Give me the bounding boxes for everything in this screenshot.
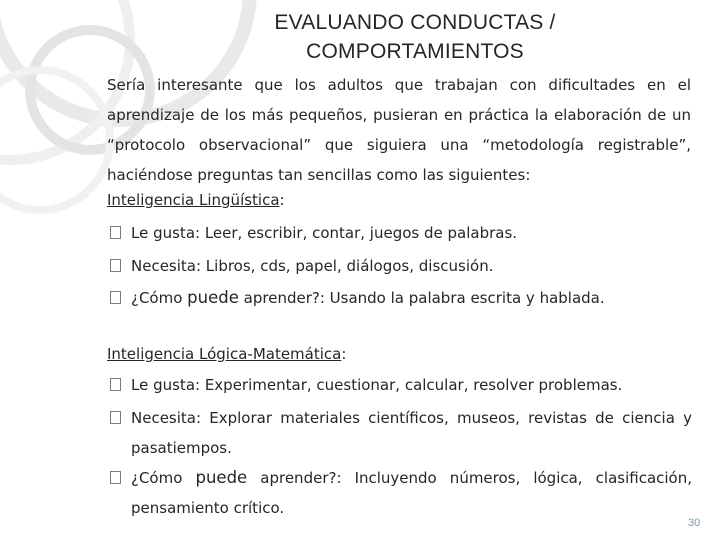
section-heading-colon: :: [341, 345, 347, 363]
page-number: 30: [688, 517, 701, 529]
hollow-square-bullet-icon: [110, 226, 121, 239]
list-item: [110, 370, 692, 400]
list-item-text: [131, 283, 692, 313]
list-item-text: Le gusta: Experimentar, cuestionar, calcular, resolver problemas.: [131, 376, 623, 394]
list-item-text-pre: ¿Cómo: [131, 469, 196, 487]
list-item-text: [131, 463, 692, 523]
list-item: [110, 251, 692, 281]
slide-title-line-1: EVALUANDO CONDUCTAS /: [274, 11, 556, 34]
list-item: [110, 403, 692, 463]
hollow-square-bullet-icon: [110, 471, 121, 484]
section-heading-linguistica: [107, 190, 285, 210]
slide-title: [205, 8, 625, 66]
section-heading-text: Inteligencia Lógica-Matemática: [107, 345, 342, 363]
list-item: [110, 218, 692, 248]
list-item-text-pre: ¿Cómo: [131, 289, 188, 307]
hollow-square-bullet-icon: [110, 411, 121, 424]
list-item-text: Necesita: Explorar materiales científicos, museos, revistas de ciencia y pasatiempos.: [131, 409, 692, 457]
hollow-square-bullet-icon: [110, 259, 121, 272]
list-item-text-emphasis: puede: [195, 468, 248, 487]
list-item-text-post: aprender?: Incluyendo números, lógica, clasificación, pensamiento crítico.: [131, 469, 692, 517]
slide-title-line-2: COMPORTAMIENTOS: [306, 40, 524, 63]
list-item-text-emphasis: puede: [187, 288, 239, 307]
list-item: [110, 283, 692, 313]
section-heading-logica-matematica: [107, 344, 346, 364]
section-heading-text: Inteligencia Lingüística: [107, 191, 280, 209]
section-heading-colon: :: [279, 191, 285, 209]
hollow-square-bullet-icon: [110, 378, 121, 391]
intro-paragraph: Sería interesante que los adultos que trabajan con dificultades en el aprendizaje de los más pequeños, pusieran en práctica la elaboración de un “protocolo observacional” que siguiera una “metodología registrable”, haciéndose preguntas tan sencillas como las siguientes:: [107, 76, 691, 184]
list-item-text: Le gusta: Leer, escribir, contar, juegos de palabras.: [131, 224, 518, 242]
list-item-text: Necesita: Libros, cds, papel, diálogos, discusión.: [131, 257, 494, 275]
hollow-square-bullet-icon: [110, 291, 121, 304]
list-item: [110, 463, 692, 523]
list-item-text-post: aprender?: Usando la palabra escrita y hablada.: [238, 289, 605, 307]
